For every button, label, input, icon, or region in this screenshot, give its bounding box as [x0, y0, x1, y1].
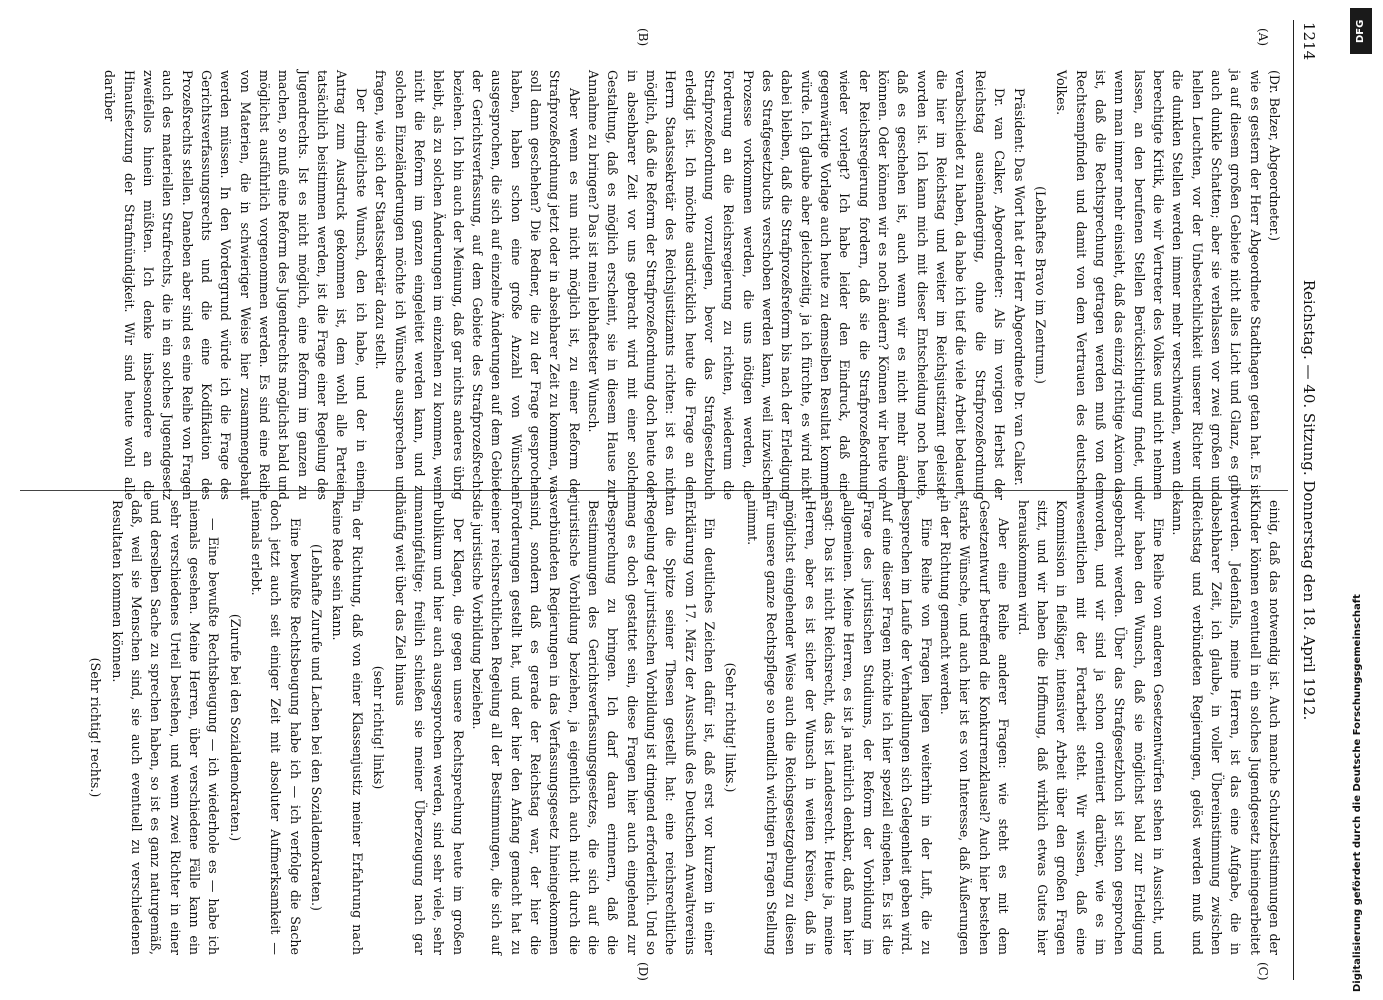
digitization-credit — [1346, 8, 1376, 992]
paragraph: wie es gestern der Herr Abgeordnete Stadthagen getan hat. Es ist ja auf diesem großen Gebiete nicht alles Licht und Glanz, es gibt auch dunkle Schatten; aber sie verblassen vor zwei großen und hellen Leuchten, vor der Unbestechlichkeit unserer Richter und die dunklen Stellen werden immer mehr verschwinden, wenn die berechtigte Kritik, die wir Vertreter des Volkes und nicht nehmen lassen, an den berufenen Stellen Berücksichtigung findet, und wenn man immer mehr einsieht, daß das einzig richtige Axiom das ist, daß die Rechtsprechung getragen werden muß von dem Rechtsempfinden und damit von dem Vertrauen des deutschen Volkes. — [1054, 70, 1263, 500]
paragraph: Präsident: Das Wort hat der Herr Abgeordnete Dr. van Calker. — [1011, 88, 1027, 486]
margin-marker-d: (D) — [636, 962, 650, 981]
dfg-logo: DFG — [1350, 8, 1372, 54]
paragraph: Eine Reihe von anderen Gesetzentwürfen stehen in Aussicht, und wir haben den Wunsch, daß sie möglichst bald zur Erledigung gebracht werden. Über das Strafgesetzbuch ist schon gesprochen worden, und wir sind ja schon orientiert darüber, wie es im wesentlichen mit der Fortarbeit steht. Wir wissen, daß eine Kommission in fleißiger, intensiver Arbeit über den großen Fragen sitzt, und wir haben die Hoffnung, daß wirklich etwas Gutes hier herauskommen wird. — [1015, 500, 1166, 955]
right-column — [84, 500, 1284, 955]
paragraph: Der dringlichste Wunsch, den ich habe, und der in einem Antrag zum Ausdruck gekommen ist, dem wohl alle Parteien tatsächlich beistimmen werden, ist die Frage einer Regelung des Jugendrechts. Ist es nicht möglich, eine Reform im ganzen zu machen, so muß eine Reform des Jugendrechts möglichst bald und möglichst ausführlich vorgenommen werden. Es sind eine Reihe von Materien, die in schwieriger Weise hier zusammengebaut werden müssen. In den Vordergrund würde ich die Frage des Gerichtsverfassungsrechts und die eine Kodifikation des Prozeßrechts stellen. Daneben aber sind es eine Reihe von Fragen auch des materiellen Strafrechts, die in ein solches Jugendgesetz zweifellos hinein müßten. Ich denke insbesondere an die Hinaufsetzung der Strafmündigkeit. Wir sind heute wohl alle darüber — [102, 70, 369, 500]
margin-marker-b: (B) — [636, 28, 650, 47]
paragraph: Der Klagen, die gegen unsere Rechtsprechung heute im großen Publikum und hier auch ausgesprochen werden, sind sehr viele, sehr mannigfaltige; freilich schießen sie meiner Überzeugung nach gar häufig weit über das Ziel hinaus — [392, 500, 466, 955]
margin-marker-a: (A) — [1256, 28, 1270, 47]
paragraph: — Eine bewußte Rechtsbeugung — ich wiederhole es — habe ich niemals gesehen. Meine Herren, über verschiedene Fälle kann ein sehr verschiedenes Urteil bestehen, und wenn zwei Richter in einer und derselben Sache zu sprechen haben, so ist es ganz naturgemäß, daß, weil sie Menschen sind, sie auch eventuell zu verschiedenen Resultaten kommen können. — [109, 500, 222, 955]
margin-marker-c: (C) — [1256, 962, 1270, 981]
running-header: Reichstag. — 40. Sitzung. Donnerstag den 18. April 1912. — [1300, 279, 1318, 721]
interjection: (Sehr richtig! links.) — [723, 662, 739, 793]
interjection: (Sehr richtig! rechts.) — [88, 657, 104, 798]
paragraph: Dr. van Calker, Abgeordneter: Als im vorigen Herbst der Reichstag auseinanderging, ohne die Strafprozeßordnung verabschiedet zu haben, da habe ich tief die viele Arbeit bedauert, die hier im Reichstag und weiter im Reichsjustizamt geleistet worden ist. Ich kann mich mit dieser Entscheidung noch heute, daß es geschehen ist, auch wenn wir es nicht mehr ändern können. Oder können wir es noch ändern? Können wir heute von der Reichsregierung fordern, daß sie die Strafprozeßordnung wieder vorlegt? Ich habe leider den Eindruck, daß eine gegenwärtige Vorlage auch heute zu demselben Resultat kommen würde. Ich glaube aber gleichzeitig, ja ich fürchte, es wird nicht dabei bleiben, daß die Strafprozeßreform bis nach der Erledigung des Strafgesetzbuchs verschoben werden kann, weil inzwischen Prozesse vorkommen werden, die uns nötigen werden, die Forderung an die Reichsregierung zu richten, wiederum die Strafprozeßordnung vorzulegen, bevor das Strafgesetzbuch erledigt ist. Ich möchte ausdrücklich heute die Frage an den Herrn Staatssekretär des Reichsjustizamts richten: ist es nicht möglich, daß die Reform der Strafprozeßordnung doch heute oder in absehbarer Zeit vor uns gebracht wird mit einer solchen Gestaltung, daß es möglich erscheint, sie in diesem Hause zur Annahme zu bringen? Das ist mein lebhaftester Wunsch. — [585, 70, 1008, 500]
interjection: (Lebhaftes Bravo im Zentrum.) — [1032, 186, 1048, 384]
credit-text: Digitalisierung gefördert durch die Deutsche Forschungsgemeinschaft — [1352, 594, 1363, 992]
speaker-continuation: (Dr. Belzer, Abgeordneter.) — [1267, 70, 1282, 242]
paragraph: Eine Reihe von Fragen liegen weiterhin in der Luft, die zu besprechen im Laufe der Verhandlungen sich Gelegenheit geben wird. Auf eine dieser Fragen möchte ich hier speziell eingehen. Es ist die Frage des juristischen Studiums, der Reform der Vorbildung im allgemeinen. Meine Herren, es ist ja natürlich denkbar, daß man hier sagt: Das ist nicht Reichsrecht, das ist Landesrecht. Heute ja, meine Herren, aber es ist sicher der Wunsch in weiten Kreisen, daß in möglichst eingehender Weise auch die Reichsgesetzgebung zu diesen für unsere ganze Rechtspflege so unendlich wichtigen Fragen Stellung nimmt. — [744, 500, 934, 955]
interjection: (Lebhafte Zurufe und Lachen bei den Sozialdemokraten.) — [309, 544, 325, 911]
paragraph: Aber eine Reihe anderer Fragen: wie steht es mit dem Gesetzentwurf betreffend die Konkurrenzklausel? Auch hier bestehen starke Wünsche, und auch hier ist es von Interesse, daß Äußerungen in der Richtung gemacht werden. — [938, 500, 1012, 955]
header-rule — [1293, 20, 1294, 980]
interjection: (Zurufe bei den Sozialdemokraten.) — [227, 613, 243, 842]
paragraph: Aber wenn es nun nicht möglich ist, zu einer Reform der Strafprozeßordnung jetzt oder in absehbarer Zeit zu kommen, was soll dann geschehen? Die Redner, die zu der Frage gesprochen haben, haben schon eine große Anzahl von Wünschen ausgesprochen, die sich auf einzelne Änderungen auf dem Gebiete der Gerichtsverfassung, auf dem Gebiete des Strafprozeßrechts beziehen. Ich bin auch der Meinung, daß gar nichts anderes übrig bleibt, als zu solchen Änderungen im einzelnen zu kommen, wenn nicht die Reform im ganzen eingeleitet werden kann, und zu solchen Einzeländerungen möchte ich Wünsche aussprechen und fragen, wie sich der Staatssekretär dazu stellt. — [373, 70, 582, 500]
interjection: (sehr richtig! links) — [371, 665, 387, 790]
paragraph: in der Richtung, daß von einer Klassenjustiz meiner Erfahrung nach keine Rede sein kann. — [330, 500, 365, 955]
paragraph: einig, daß das notwendig ist. Auch manche Schutzbestimmungen der Kinder können eventuell in ein solches Jugendgesetz hineingearbeitet werden. Jedenfalls, meine Herren, ist das eine Aufgabe, die in absehbarer Zeit, ich glaube, in voller Übereinstimmung zwischen Reichstag und verbündeten Regierungen, gelöst werden muß und kann. — [1170, 500, 1282, 955]
page-number: 1214 — [1300, 22, 1318, 61]
left-column — [100, 70, 1284, 500]
paragraph: Ein deutliches Zeichen dafür ist, daß erst vor kurzem in einer Erklärung vom 17. März der Ausschuß des Deutschen Anwaltvereins an die Spitze seiner Thesen gestellt hat: eine reichsrechtliche Regelung der juristischen Vorbildung ist dringend erforderlich. Und so mag es doch gestattet sein, diese Fragen hier auch eingehend zur Besprechung zu bringen. Ich darf daran erinnern, daß die Bestimmungen des Gerichtsverfassungsgesetzes, die sich auf die juristische Vorbildung beziehen, ja eigentlich auch nicht durch die verbündeten Regierungen in das Verfassungsgesetz hineingekommen sind, sondern daß es gerade der Reichstag war, der hier die Forderungen gestellt hat, und der hier den Anfang gemacht hat zu einer reichsrechtlichen Regelung all der Bestimmungen, die sich auf die juristische Vorbildung beziehen. — [469, 500, 718, 955]
paragraph: Eine bewußte Rechtsbeugung habe ich — ich verfolge die Sache doch jetzt auch seit einiger Zeit mit absoluter Aufmerksamkeit — niemals erlebt. — [249, 500, 303, 955]
